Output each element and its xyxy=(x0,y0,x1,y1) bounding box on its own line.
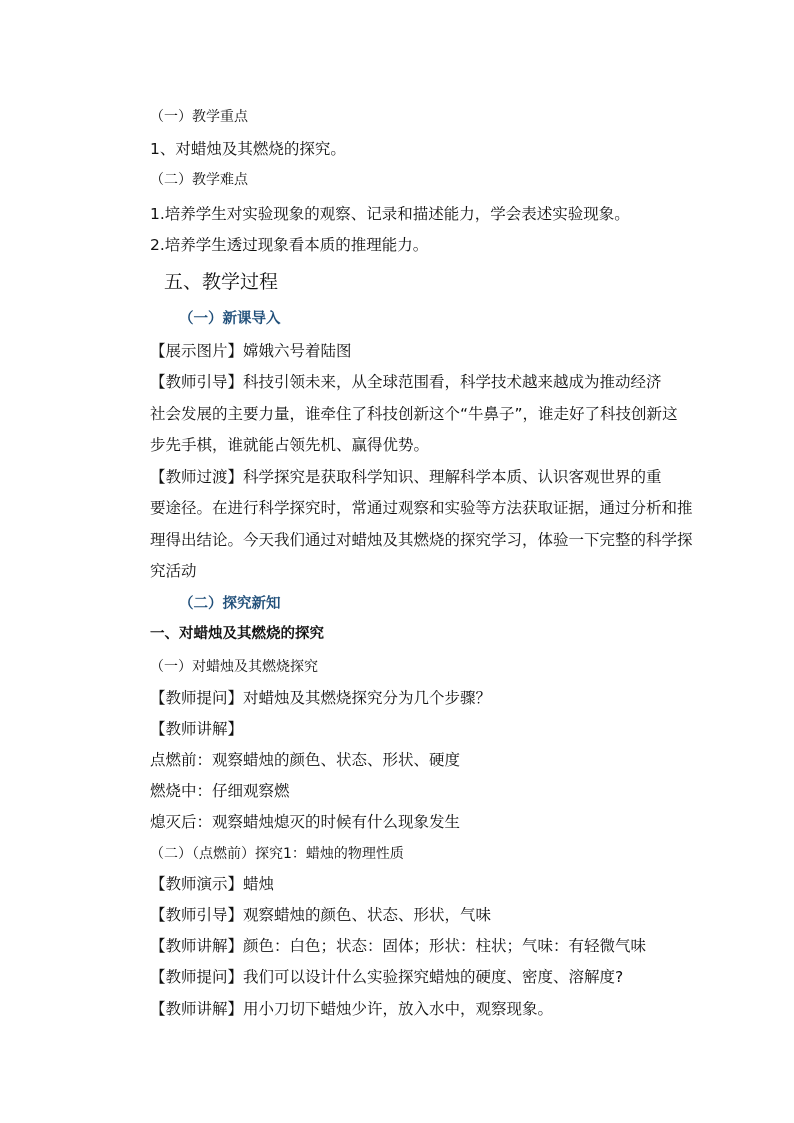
subheading-intro: （一）新课导入 xyxy=(179,311,281,327)
paragraph-line: 社会发展的主要力量，谁牵住了科技创新这个“牛鼻子”，谁走好了科技创新这 xyxy=(150,405,678,423)
paragraph-line: 熄灭后：观察蜡烛熄灭的时候有什么现象发生 xyxy=(150,813,461,831)
paragraph-line: 究活动 xyxy=(150,562,197,580)
key-point-item: 1、对蜡烛及其燃烧的探究。 xyxy=(150,140,346,158)
section-heading-process: 五、教学过程 xyxy=(164,271,279,293)
section-label-key-points: （一）教学重点 xyxy=(150,109,248,125)
paragraph-line: 【教师引导】科技引领未来，从全球范围看，科学技术越来越成为推动经济 xyxy=(150,373,662,391)
subsection-label: （二）（点燃前）探究1：蜡烛的物理性质 xyxy=(150,846,404,862)
paragraph-line: 【教师过渡】科学探究是获取科学知识、理解科学本质、认识客观世界的重 xyxy=(150,468,662,486)
paragraph-line: 点燃前：观察蜡烛的颜色、状态、形状、硬度 xyxy=(150,751,461,769)
paragraph-line: 【展示图片】嫦娥六号着陆图 xyxy=(150,342,352,360)
section-label-difficulties: （二）教学难点 xyxy=(150,172,248,188)
paragraph-line: 【教师讲解】颜色：白色；状态：固体；形状：柱状；气味：有轻微气味 xyxy=(150,937,647,955)
paragraph-line: 【教师提问】我们可以设计什么实验探究蜡烛的硬度、密度、溶解度? xyxy=(150,968,624,986)
difficulty-item-2: 2.培养学生透过现象看本质的推理能力。 xyxy=(150,236,429,254)
paragraph-line: 【教师提问】对蜡烛及其燃烧探究分为几个步骤？ xyxy=(150,689,492,707)
paragraph-line: 【教师讲解】 xyxy=(150,720,244,738)
paragraph-line: 【教师演示】蜡烛 xyxy=(150,875,275,893)
subsection-label: （一）对蜡烛及其燃烧探究 xyxy=(150,659,318,675)
paragraph-line: 要途径。在进行科学探究时，常通过观察和实验等方法获取证据，通过分析和推 xyxy=(150,499,693,517)
paragraph-line: 【教师引导】观察蜡烛的颜色、状态、形状，气味 xyxy=(150,906,492,924)
subheading-explore: （二）探究新知 xyxy=(179,596,281,612)
difficulty-item-1: 1.培养学生对实验现象的观察、记录和描述能力，学会表述实验现象。 xyxy=(150,205,630,223)
paragraph-line: 步先手棋，谁就能占领先机、赢得优势。 xyxy=(150,436,430,454)
paragraph-line: 理得出结论。今天我们通过对蜡烛及其燃烧的探究学习，体验一下完整的科学探 xyxy=(150,531,693,549)
paragraph-line: 燃烧中：仔细观察燃 xyxy=(150,782,290,800)
topic-heading: 一、对蜡烛及其燃烧的探究 xyxy=(150,626,324,642)
paragraph-line: 【教师讲解】用小刀切下蜡烛少许，放入水中，观察现象。 xyxy=(150,1000,554,1018)
